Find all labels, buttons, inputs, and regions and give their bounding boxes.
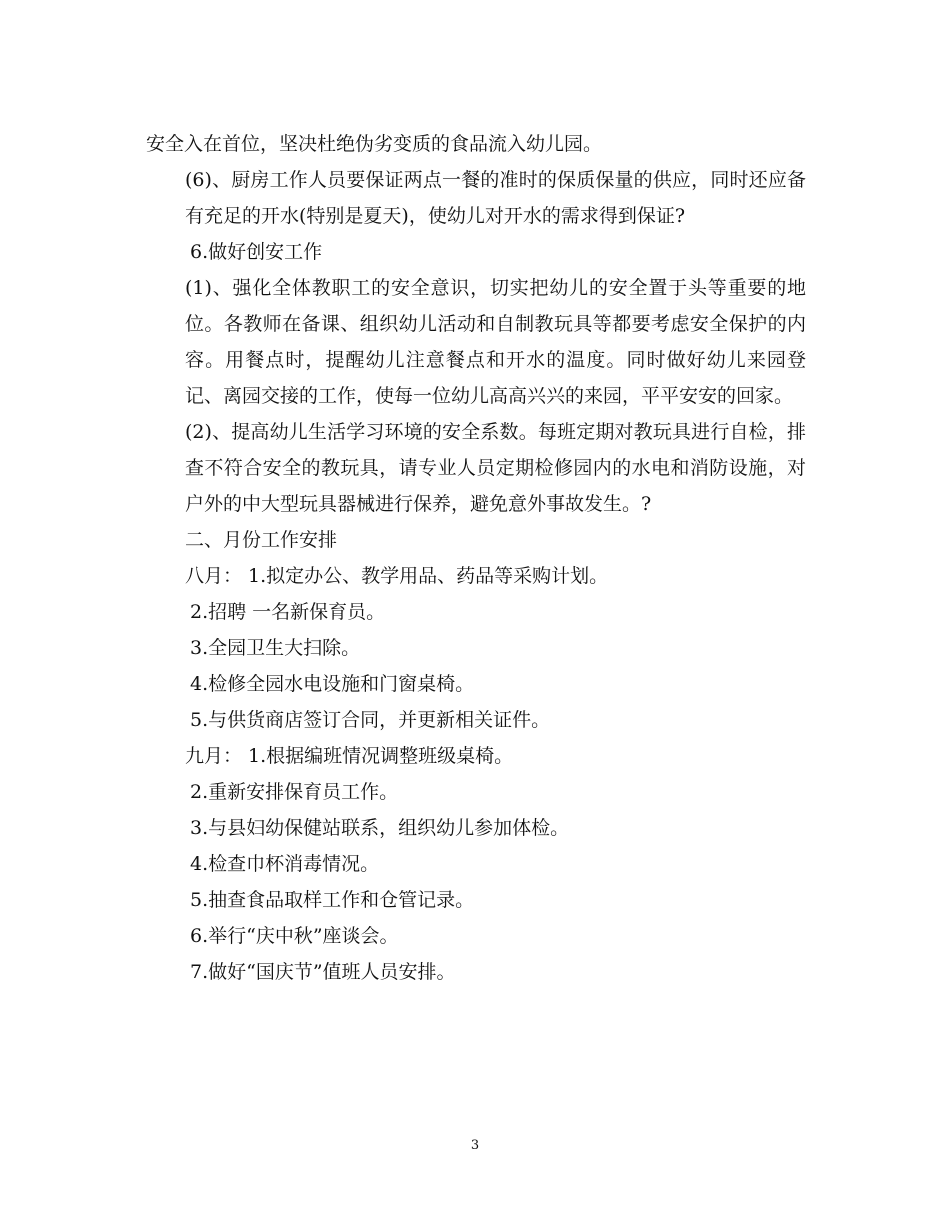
heading-monthly-schedule: 二、月份工作安排 [185,529,338,551]
september-item-5: 5.抽查食品取样工作和仓管记录。 [190,889,475,911]
heading-safety-work: 6.做好创安工作 [190,241,323,263]
september-item-6: 6.举行“庆中秋”座谈会。 [190,925,399,947]
paragraph-environment-safety: (2)、提高幼儿生活学习环境的安全系数。每班定期对教玩具进行自检，排查不符合安全的教玩具，请专业人员定期检修园内的水电和消防设施，对户外的中大型玩具器械进行保养，避免意外事故发生。? [185,421,806,515]
august-item-5: 5.与供货商店签订合同，并更新相关证件。 [190,709,551,731]
paragraph-safety-awareness: (1)、强化全体教职工的安全意识，切实把幼儿的安全置于头等重要的地位。各教师在备课、组织幼儿活动和自制教玩具等都要考虑安全保护的内容。用餐点时，提醒幼儿注意餐点和开水的温度。同时做好幼儿来园登记、离园交接的工作，使每一位幼儿高高兴兴的来园，平平安安的回家。 [185,277,806,407]
paragraph-kitchen-staff: (6)、厨房工作人员要保证两点一餐的准时的保质保量的供应，同时还应备有充足的开水(特别是夏天)，使幼儿对开水的需求得到保证? [185,169,806,227]
september-item-2: 2.重新安排保育员工作。 [190,781,399,803]
september-item-1: 九月： 1.根据编班情况调整班级桌椅。 [185,745,514,767]
document-body [146,126,806,990]
page-number: 3 [470,1138,480,1153]
paragraph-food-safety-continued: 安全入在首位，坚决杜绝伪劣变质的食品流入幼儿园。 [146,133,603,155]
august-item-1: 八月： 1.拟定办公、教学用品、药品等采购计划。 [185,565,609,587]
september-item-4: 4.检查巾杯消毒情况。 [190,853,380,875]
september-item-7: 7.做好“国庆节”值班人员安排。 [190,961,456,983]
august-item-2: 2.招聘 一名新保育员。 [190,601,386,623]
september-item-3: 3.与县妇幼保健站联系，组织幼儿参加体检。 [190,817,570,839]
august-item-3: 3.全园卫生大扫除。 [190,637,361,659]
august-item-4: 4.检修全园水电设施和门窗桌椅。 [190,673,475,695]
